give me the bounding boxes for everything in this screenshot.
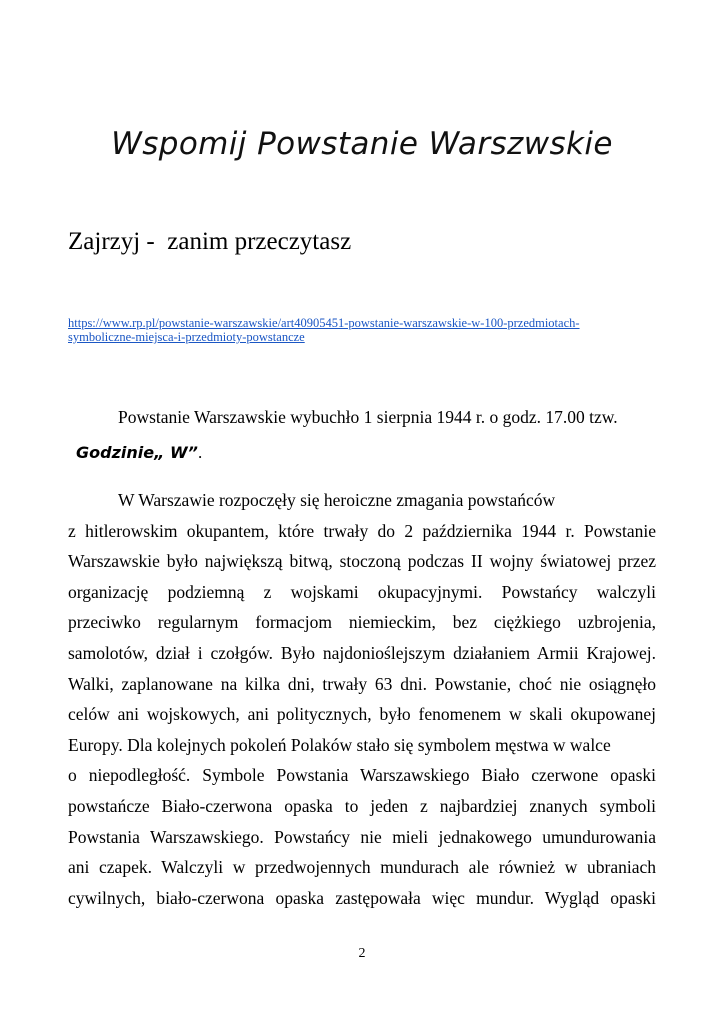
source-link[interactable] xyxy=(68,316,668,344)
body-line: samolotów, dział i czołgów. Było najdonioślejszym działaniem Armii Krajowej. xyxy=(68,642,656,663)
body-line: cywilnych, biało-czerwona opaska zastępowała więc mundur. Wygląd opaski xyxy=(68,887,656,908)
body-paragraph xyxy=(68,485,656,913)
body-line: W Warszawie rozpoczęły się heroiczne zmagania powstańców xyxy=(118,490,556,510)
lead-sentence: Powstanie Warszawskie wybuchło 1 sierpnia 1944 r. o godz. 17.00 tzw. xyxy=(118,407,618,427)
body-line: powstańcze Biało-czerwona opaska to jeden z najbardziej znanych symboli xyxy=(68,795,656,816)
body-line: Powstania Warszawskiego. Powstańcy nie mieli jednakowego umundurowania xyxy=(68,826,656,847)
body-line: przeciwko regularnym formacjom niemieckim, bez ciężkiego uzbrojenia, xyxy=(68,612,656,633)
body-line: o niepodległość. Symbole Powstania Warszawskiego Biało czerwone opaski xyxy=(68,765,656,786)
source-link-line-1[interactable]: https://www.rp.pl/powstanie-warszawskie/art40905451-powstanie-warszawskie-w-100-przedmiotach- xyxy=(68,316,580,330)
source-link-line-2[interactable]: symboliczne-miejsca-i-przedmioty-powstancze xyxy=(68,330,305,344)
body-line: ani czapek. Walczyli w przedwojennych mundurach ale również w ubraniach xyxy=(68,857,656,878)
body-line: z hitlerowskim okupantem, które trwały do 2 października 1944 r. Powstanie xyxy=(68,520,656,541)
body-line: Walki, zaplanowane na kilka dni, trwały 63 dni. Powstanie, choć nie osiągnęło xyxy=(68,673,656,694)
body-line: Warszawskie było największą bitwą, stoczoną podczas II wojny światowej przez xyxy=(68,551,656,572)
body-line: celów ani wojskowych, ani politycznych, było fenomenem w skali okupowanej xyxy=(68,704,656,725)
hour-w-suffix: . xyxy=(197,443,203,462)
hour-w-text: Godzinie„ W” xyxy=(76,443,198,462)
hour-w-label xyxy=(76,443,202,463)
body-line: organizację podziemną z wojskami okupacyjnymi. Powstańcy walczyli xyxy=(68,581,656,602)
page-number: 2 xyxy=(358,946,366,961)
body-line: Europy. Dla kolejnych pokoleń Polaków stało się symbolem męstwa w walce xyxy=(68,734,611,755)
page-title: Wspomij Powstanie Warszwskie xyxy=(111,126,613,162)
section-heading: Zajrzyj - zanim przeczytasz xyxy=(68,228,352,255)
